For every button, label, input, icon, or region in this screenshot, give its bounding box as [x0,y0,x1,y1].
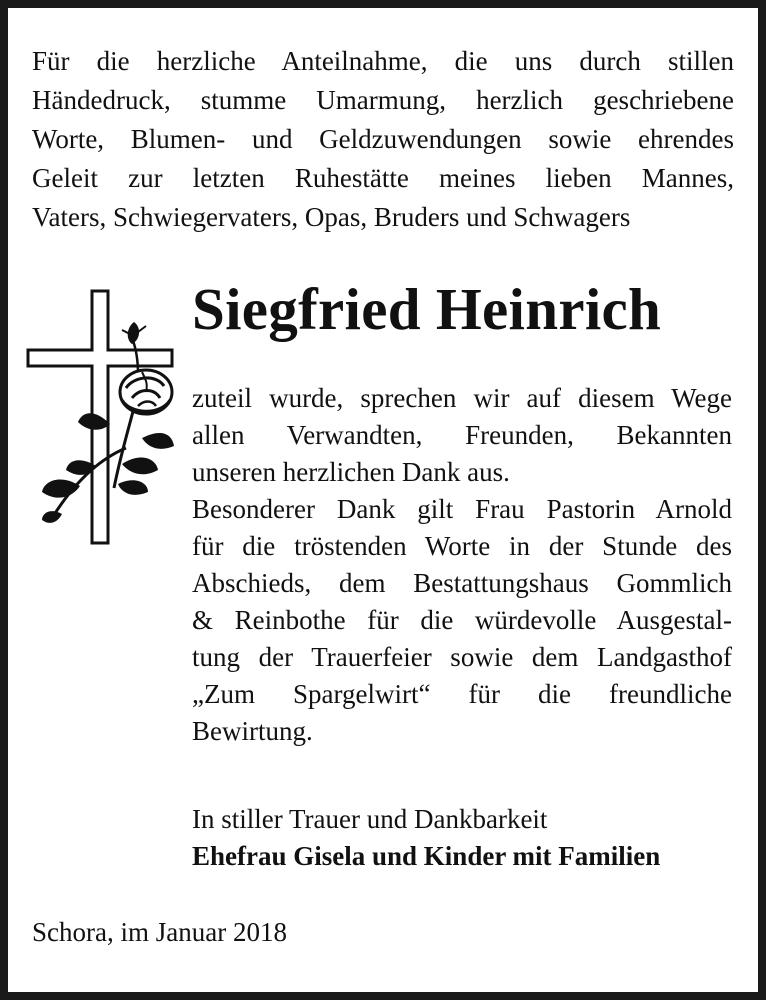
intro-line: Worte, Blumen- und Geldzuwendungen sowie ehrendes [32,124,734,154]
body-line: zuteil wurde, sprechen wir auf diesem Wege [192,383,732,413]
closing-block [192,801,752,875]
cross-with-rose-icon [22,288,182,550]
thanks-paragraph [192,380,732,750]
body-line: unseren herzlichen Dank aus. [192,457,510,487]
deceased-name: Siegfried Heinrich [192,276,662,342]
intro-line: Für die herzliche Anteilnahme, die uns durch stillen [32,46,734,76]
body-line: Bewirtung. [192,716,313,746]
intro-line: Geleit zur letzten Ruhestätte meines lieben Mannes, [32,163,734,193]
intro-line: Händedruck, stumme Umarmung, herzlich geschriebene [32,85,734,115]
body-line: & Reinbothe für die würdevolle Ausgestal- [192,605,732,635]
body-line: Abschieds, dem Bestattungshaus Gommlich [192,568,732,598]
mourning-line: In stiller Trauer und Dankbarkeit [192,804,548,834]
intro-line: Vaters, Schwiegervaters, Opas, Bruders und Schwagers [32,202,631,232]
body-line: für die tröstenden Worte in der Stunde des [192,531,732,561]
intro-paragraph [32,42,734,237]
place-date: Schora, im Januar 2018 [32,917,287,947]
body-line: tung der Trauerfeier sowie dem Landgasthof [192,642,732,672]
signatory-line: Ehefrau Gisela und Kinder mit Familien [192,841,661,871]
body-line: Besonderer Dank gilt Frau Pastorin Arnold [192,494,732,524]
body-line: „Zum Spargelwirt“ für die freundliche [192,679,732,709]
body-line: allen Verwandten, Freunden, Bekannten [192,420,732,450]
